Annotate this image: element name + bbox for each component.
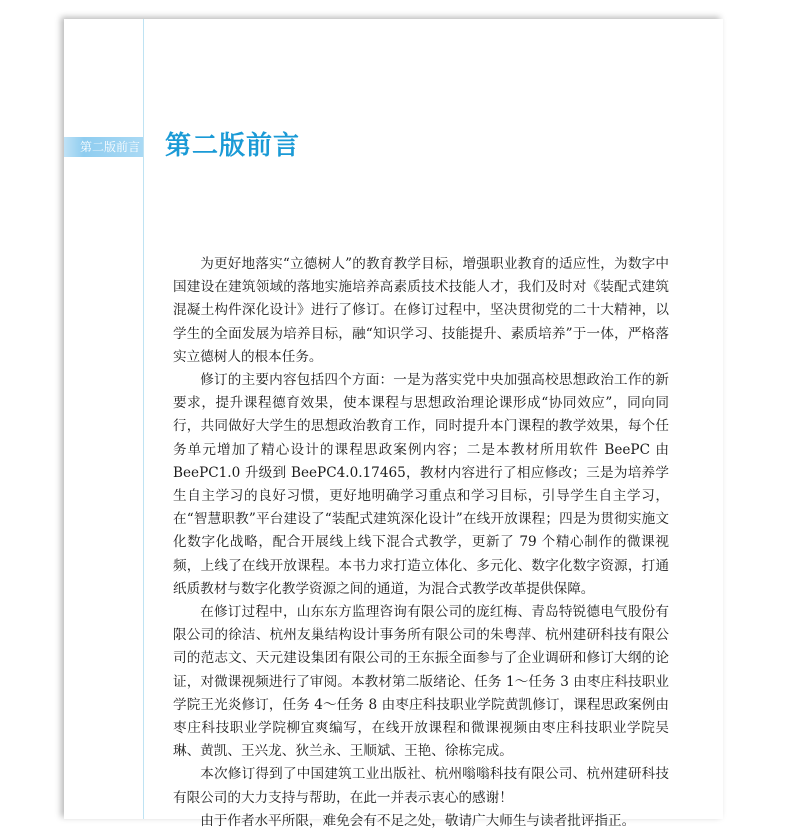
margin-rule [143, 19, 144, 819]
paragraph: 在修订过程中，山东东方监理咨询有限公司的庞红梅、青岛特锐德电气股份有限公司的徐洁、杭州友巢结构设计事务所有限公司的朱粤萍、杭州建研科技有限公司的范志文、天元建设集团有限公司的王东振全面参与了企业调研和修订大纲的论证，对微课视频进行了审阅。本教材第二版绪论、任务 1～任务 3 由枣庄科技职业学院王光炎修订，任务 4～任务 8 由枣庄科技职业学院黄凯修订，课程思政案例由枣庄科技职业学院柳宜爽编写，在线开放课程和微课视频由枣庄科技职业学院吴琳、黄凯、王兴龙、狄兰永、王顺斌、王艳、徐栋完成。 [173, 604, 669, 760]
paragraph: 修订的主要内容包括四个方面：一是为落实党中央加强高校思想政治工作的新要求，提升课程德育效果，使本课程与思想政治理论课形成“协同效应”，同向同行，共同做好大学生的思想政治教育工作，同时提升本门课程的教学效果，每个任务单元增加了精心设计的课程思政案例内容；二是本教材所用软件 BeePC 由 BeePC1.0 升级到 BeePC4.0.17465，教材内容进行了相应修改；三是为培养学生自主学习的良好习惯，更好地明确学习重点和学习目标，引导学生自主学习，在“智慧职教”平台建设了“装配式建筑深化设计”在线开放课程；四是为贯彻实施文化数字化战略，配合开展线上线下混合式教学，更新了 79 个精心制作的微课视频，上线了在线开放课程。本书力求打造立体化、多元化、数字化数字资源，打通纸质教材与数字化教学资源之间的通道，为混合式教学改革提供保障。 [173, 372, 669, 597]
paragraph: 由于作者水平所限，难免会有不足之处，敬请广大师生与读者批评指正。 [200, 812, 636, 829]
preface-body [173, 253, 669, 833]
page-title: 第二版前言 [165, 131, 301, 161]
paragraph: 为更好地落实“立德树人”的教育教学目标，增强职业教育的适应性，为数字中国建设在建筑领域的落地实施培养高素质技术技能人才，我们及时对《装配式建筑混凝土构件深化设计》进行了修订。在修订过程中，坚决贯彻党的二十大精神，以学生的全面发展为培养目标，融“知识学习、技能提升、素质培养”于一体，严格落实立德树人的根本任务。 [173, 256, 669, 365]
book-page [64, 19, 723, 829]
paragraph: 本次修订得到了中国建筑工业出版社、杭州嗡嗡科技有限公司、杭州建研科技有限公司的大力支持与帮助，在此一并表示衷心的感谢！ [173, 766, 669, 806]
side-section-tab: 第二版前言 [64, 137, 143, 157]
